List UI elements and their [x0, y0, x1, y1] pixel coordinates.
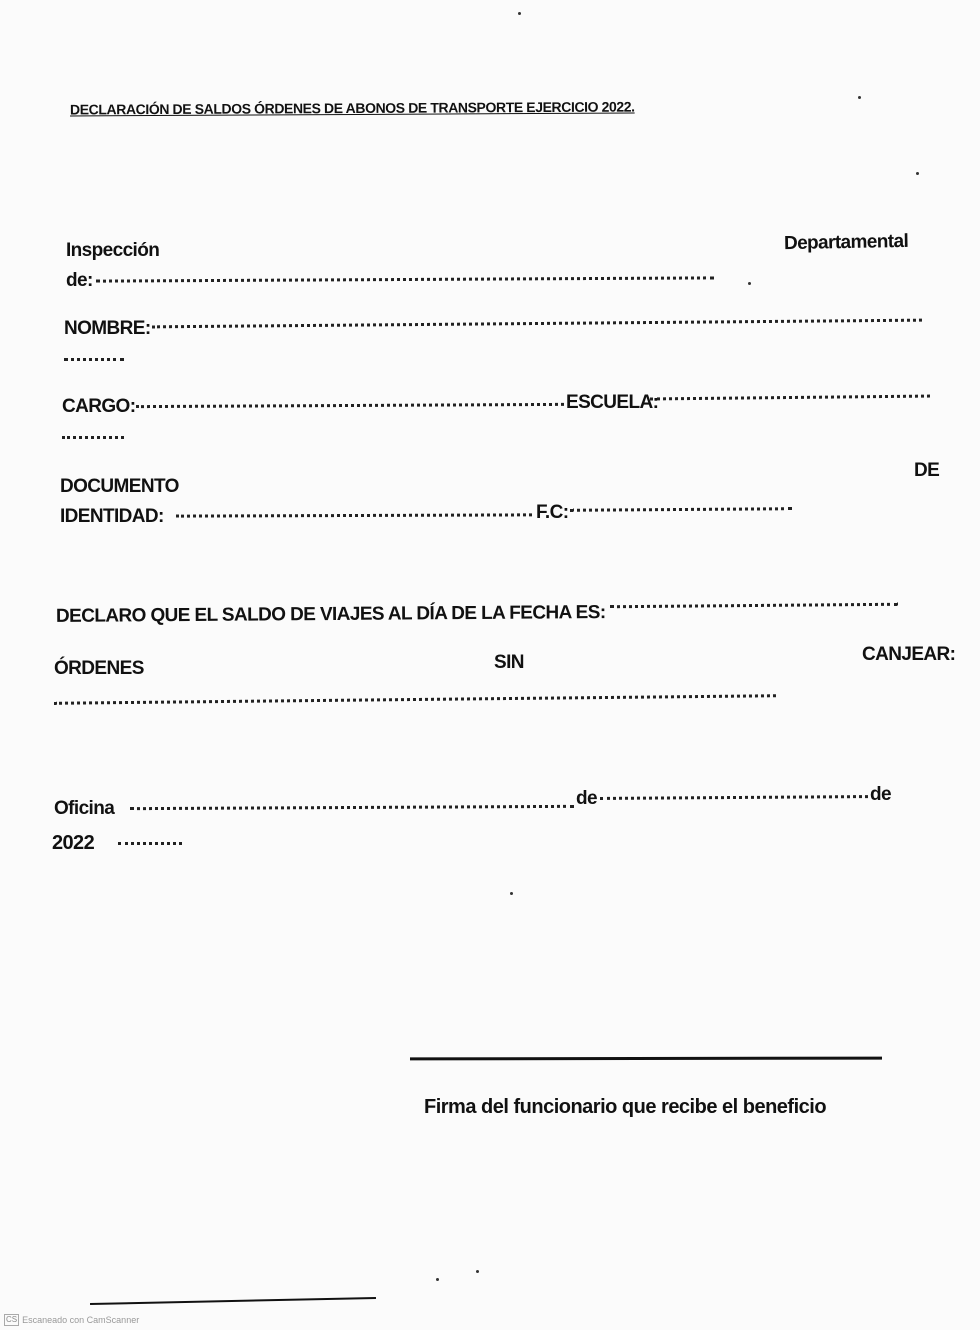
fc-label: F.C:	[536, 502, 569, 523]
scan-speck	[436, 1278, 439, 1281]
documento-label: DOCUMENTO	[60, 476, 179, 497]
escuela-label: ESCUELA:	[566, 392, 659, 413]
canjear-label: CANJEAR:	[862, 644, 956, 665]
departamental-label: Departamental	[783, 230, 909, 255]
nombre-dotted-line-cont	[64, 358, 124, 361]
escuela-dotted-line	[650, 395, 930, 401]
scan-speck	[916, 172, 919, 175]
inspeccion-label: Inspección	[66, 240, 160, 261]
scan-speck	[476, 1270, 479, 1273]
year-dotted-line	[118, 842, 182, 845]
scan-speck	[510, 892, 513, 895]
scanner-footer	[4, 1314, 139, 1326]
fecha-de-label-2: de	[870, 784, 891, 805]
de-label: de:	[66, 270, 93, 291]
camscanner-icon: CS	[6, 1315, 18, 1324]
form-title: DECLARACIÓN DE SALDOS ÓRDENES DE ABONOS DE TRANSPORTE EJERCICIO 2022.	[69, 98, 635, 118]
scanner-footer-text: Escaneado con CamScanner	[22, 1315, 140, 1325]
signature-caption: Firma del funcionario que recibe el beneficio	[424, 1096, 827, 1118]
scan-edge-mark	[90, 1297, 376, 1305]
cargo-dotted-line-cont	[62, 436, 124, 439]
de-identidad-label: DE	[914, 460, 940, 481]
ordenes-dotted-line	[54, 694, 776, 705]
ordenes-label: ÓRDENES	[54, 658, 144, 679]
declaration-line: DECLARO QUE EL SALDO DE VIAJES AL DÍA DE LA FECHA ES:	[55, 602, 606, 627]
sin-label: SIN	[494, 652, 524, 673]
cargo-dotted-line	[136, 403, 564, 408]
oficina-label: Oficina	[54, 798, 115, 819]
signature-line	[410, 1057, 882, 1061]
scan-speck	[858, 96, 861, 99]
declaration-dotted-line	[610, 603, 898, 609]
inspeccion-dotted-line	[96, 276, 714, 282]
mes-dotted-line	[600, 795, 868, 800]
nombre-dotted-line	[152, 319, 922, 329]
nombre-label: NOMBRE:	[64, 318, 151, 339]
oficina-dotted-line	[130, 805, 574, 810]
cargo-label: CARGO:	[62, 396, 136, 417]
year-text: 2022	[52, 832, 95, 854]
scan-speck	[748, 282, 751, 285]
identidad-dotted-line	[176, 513, 532, 517]
fecha-de-label: de	[576, 788, 597, 809]
fc-dotted-line	[570, 507, 792, 512]
identidad-label: IDENTIDAD:	[60, 506, 164, 527]
scan-speck	[518, 12, 521, 15]
